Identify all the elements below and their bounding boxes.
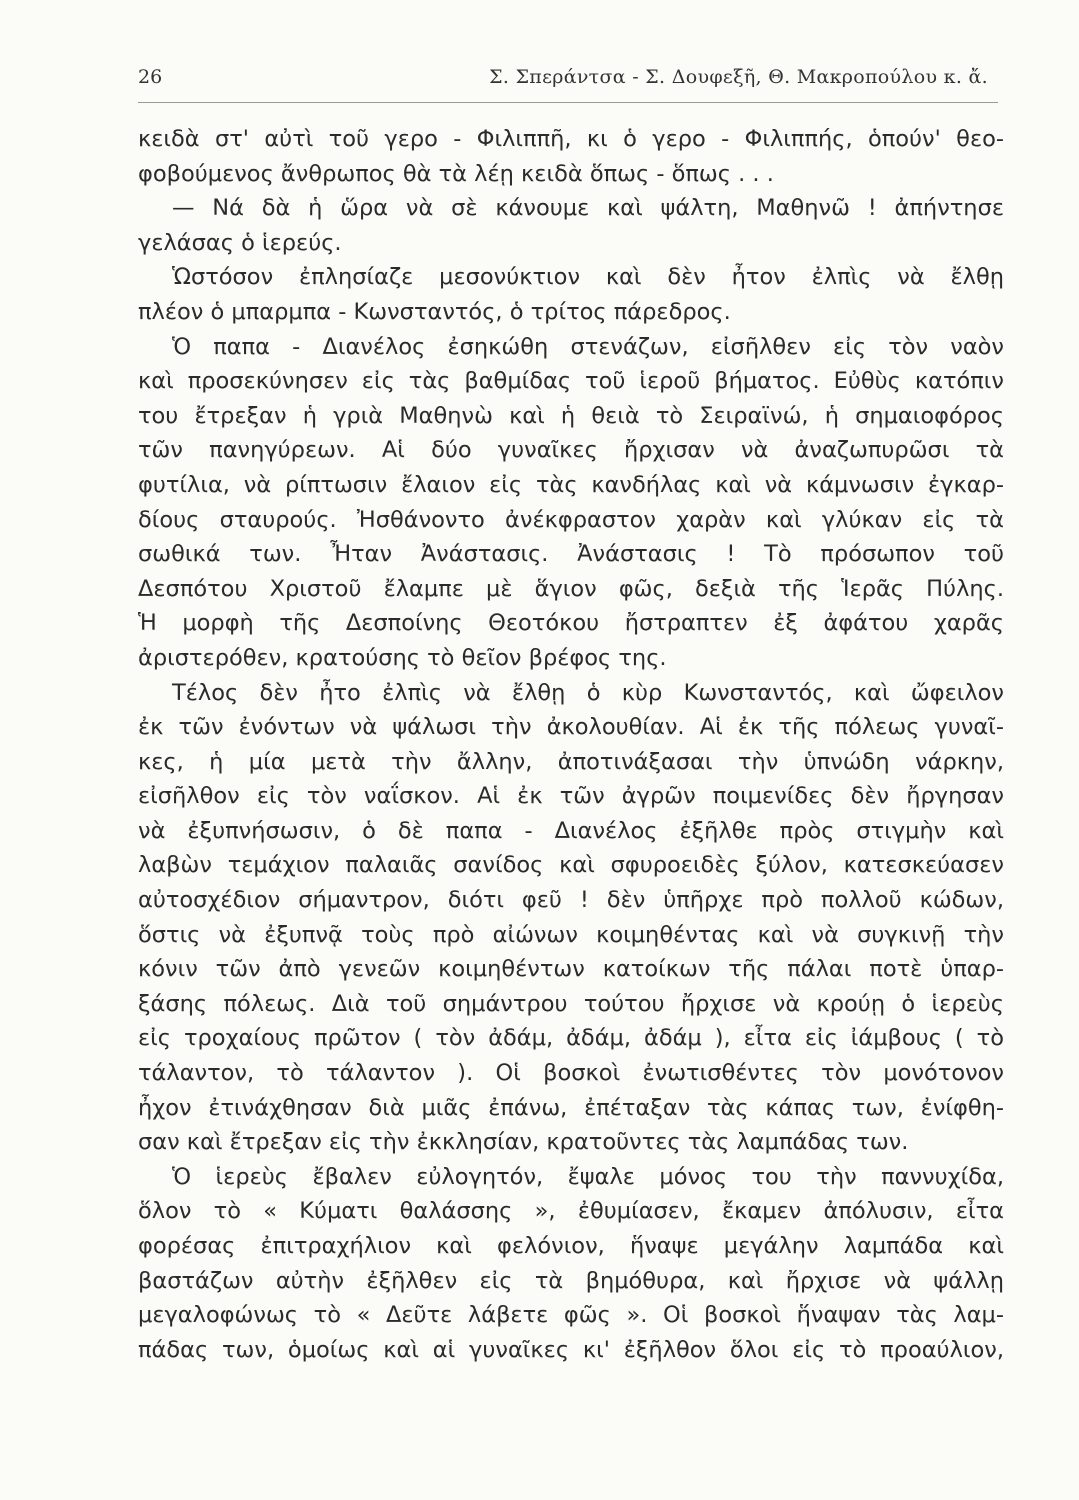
- text-line: φορέσας ἐπιτραχήλιον καὶ φελόνιον, ἥναψε μεγάλην λαμπάδα καὶ: [138, 1233, 1004, 1259]
- text-line: ἦχον ἐτινάχθησαν διὰ μιᾶς ἐπάνω, ἐπέταξαν τὰς κάπας των, ἐνίφθη-: [138, 1094, 1004, 1121]
- text-line: φυτίλια, νὰ ρίπτωσιν ἔλαιον εἰς τὰς κανδήλας καὶ νὰ κάμνωσιν ἐγκαρ-: [138, 471, 1004, 498]
- text-line: Ὡστόσον ἐπλησίαζε μεσονύκτιον καὶ δὲν ἦτον ἐλπὶς νὰ ἔλθῃ: [172, 264, 1004, 291]
- text-line: σαν καὶ ἔτρεξαν εἰς τὴν ἐκκλησίαν, κρατοῦντες τὰς λαμπάδας των.: [138, 1129, 909, 1156]
- text-line: φοβούμενος ἄνθρωπος θὰ τὰ λέῃ κειδὰ ὅπως - ὅπως . . .: [138, 160, 774, 187]
- text-line: του ἔτρεξαν ἡ γριὰ Μαθηνὼ καὶ ἡ θειὰ τὸ Σειραϊνώ, ἡ σημαιοφόρος: [138, 402, 1004, 429]
- text-line: Δεσπότου Χριστοῦ ἔλαμπε μὲ ἅγιον φῶς, δεξιὰ τῆς Ἱερᾶς Πύλης.: [138, 575, 1004, 602]
- body-text: [138, 122, 1004, 1367]
- text-line: πάδας των, ὁμοίως καὶ αἱ γυναῖκες κι' ἐξῆλθον ὅλοι εἰς τὸ προαύλιον,: [138, 1336, 1004, 1363]
- text-line: γελάσας ὁ ἱερεύς.: [138, 229, 342, 256]
- text-line: κες, ἡ μία μετὰ τὴν ἄλλην, ἀποτινάξασαι τὴν ὑπνώδη νάρκην,: [138, 748, 1004, 775]
- text-line: Ἡ μορφὴ τῆς Δεσποίνης Θεοτόκου ἤστραπτεν ἐξ ἀφάτου χαρᾶς: [138, 610, 1004, 637]
- text-line: — Νά δὰ ἡ ὥρα νὰ σὲ κάνουμε καὶ ψάλτη, Μαθηνῶ ! ἀπήντησε: [172, 195, 1004, 222]
- text-line: τῶν πανηγύρεων. Αἱ δύο γυναῖκες ἤρχισαν νὰ ἀναζωπυρῶσι τὰ: [138, 437, 1004, 464]
- header-rule: [138, 102, 998, 103]
- text-line: εἰσῆλθον εἰς τὸν ναΐσκον. Αἱ ἐκ τῶν ἀγρῶν ποιμενίδες δὲν ἤργησαν: [138, 783, 1004, 810]
- text-line: ξάσης πόλεως. Διὰ τοῦ σημάντρου τούτου ἤρχισε νὰ κρούῃ ὁ ἱερεὺς: [138, 990, 1004, 1017]
- text-line: καὶ προσεκύνησεν εἰς τὰς βαθμίδας τοῦ ἱεροῦ βήματος. Εὐθὺς κατόπιν: [138, 368, 1004, 395]
- text-line: Ὁ παπα - Διανέλος ἐσηκώθη στενάζων, εἰσῆλθεν εἰς τὸν ναὸν: [172, 333, 1004, 360]
- text-line: εἰς τροχαίους πρῶτον ( τὸν ἀδάμ, ἀδάμ, ἀδάμ ), εἶτα εἰς ἰάμβους ( τὸ: [138, 1025, 1004, 1052]
- text-line: ὅστις νὰ ἐξυπνᾷ τοὺς πρὸ αἰώνων κοιμηθέντας καὶ νὰ συγκινῇ τὴν: [138, 921, 1004, 948]
- text-line: δίους σταυρούς. Ἠσθάνοντο ἀνέκφραστον χαρὰν καὶ γλύκαν εἰς τὰ: [138, 506, 1004, 533]
- text-line: τάλαντον, τὸ τάλαντον ). Οἱ βοσκοὶ ἐνωτισθέντες τὸν μονότονον: [138, 1060, 1004, 1087]
- text-line: Ὁ ἱερεὺς ἔβαλεν εὐλογητόν, ἔψαλε μόνος του τὴν παννυχίδα,: [172, 1163, 1004, 1190]
- text-line: Τέλος δὲν ἦτο ἐλπὶς νὰ ἔλθῃ ὁ κὺρ Κωνσταντός, καὶ ὤφειλον: [172, 679, 1004, 706]
- page-header: [138, 66, 998, 96]
- text-line: βαστάζων αὐτὴν ἐξῆλθεν εἰς τὰ βημόθυρα, καὶ ἤρχισε νὰ ψάλλῃ: [138, 1267, 1004, 1294]
- text-line: πλέον ὁ μπαρμπα - Κωνσταντός, ὁ τρίτος πάρεδρος.: [138, 298, 731, 325]
- running-head: Σ. Σπεράντσα - Σ. Δουφεξῆ, Θ. Μακροπούλου κ. ἄ.: [489, 66, 988, 88]
- text-line: νὰ ἐξυπνήσωσιν, ὁ δὲ παπα - Διανέλος ἐξῆλθε πρὸς στιγμὴν καὶ: [138, 817, 1004, 844]
- text-line: μεγαλοφώνως τὸ « Δεῦτε λάβετε φῶς ». Οἱ βοσκοὶ ἥναψαν τὰς λαμ-: [138, 1302, 1004, 1329]
- text-line: ἀριστερόθεν, κρατούσης τὸ θεῖον βρέφος της.: [138, 644, 667, 671]
- text-line: σωθικά των. Ἦταν Ἀνάστασις. Ἀνάστασις ! Τὸ πρόσωπον τοῦ: [138, 541, 1004, 568]
- page-number: 26: [138, 66, 163, 88]
- text-line: λαβὼν τεμάχιον παλαιᾶς σανίδος καὶ σφυροειδὲς ξύλον, κατεσκεύασεν: [138, 852, 1004, 879]
- text-line: αὐτοσχέδιον σήμαντρον, διότι φεῦ ! δὲν ὑπῆρχε πρὸ πολλοῦ κώδων,: [138, 887, 1004, 914]
- text-line: ὅλον τὸ « Κύματι θαλάσσης », ἐθυμίασεν, ἔκαμεν ἀπόλυσιν, εἶτα: [138, 1198, 1004, 1225]
- text-line: κόνιν τῶν ἀπὸ γενεῶν κοιμηθέντων κατοίκων τῆς πάλαι ποτὲ ὑπαρ-: [138, 956, 1004, 983]
- text-line: κειδὰ στ' αὐτὶ τοῦ γερο - Φιλιππῆ, κι ὁ γερο - Φιλιππής, ὁπούν' θεο-: [138, 126, 1004, 152]
- text-line: ἐκ τῶν ἐνόντων νὰ ψάλωσι τὴν ἀκολουθίαν. Αἱ ἐκ τῆς πόλεως γυναῖ-: [138, 714, 1004, 741]
